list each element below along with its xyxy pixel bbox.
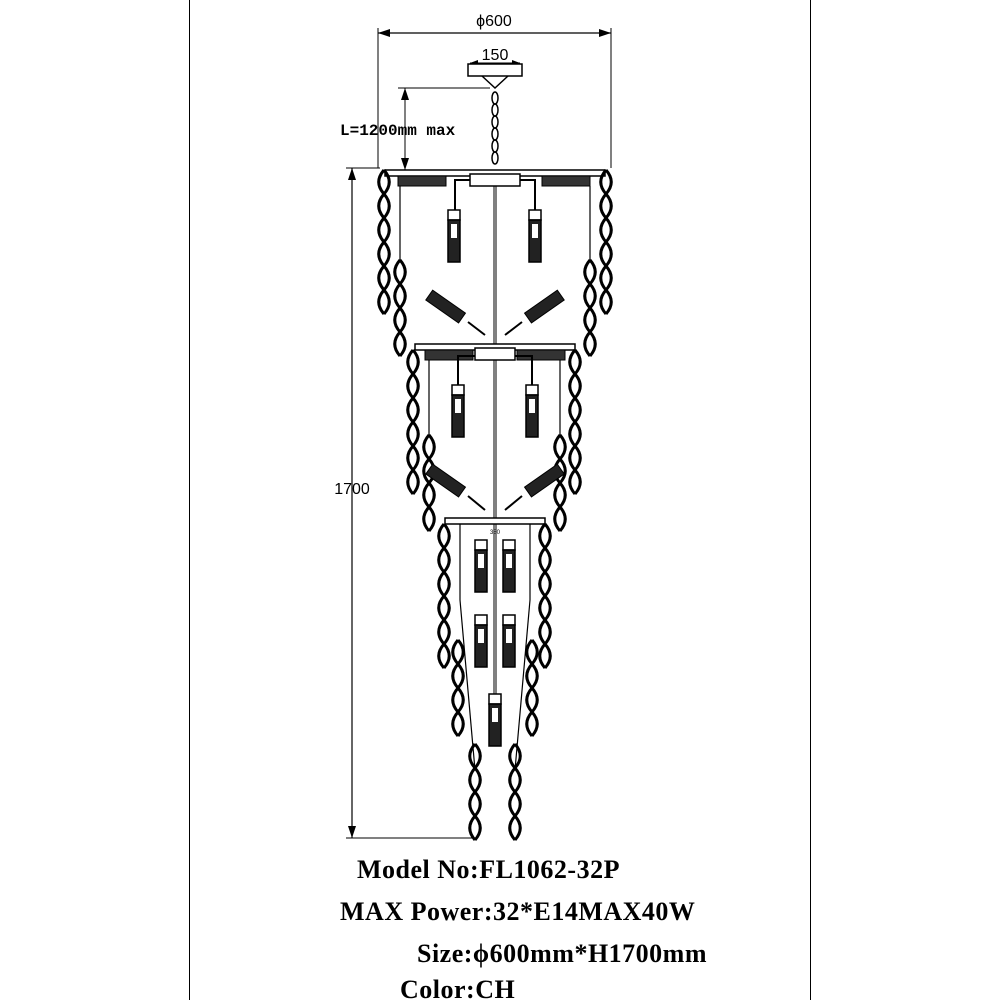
chain-length-label: L=1200mm max: [340, 122, 456, 140]
color-value: CH: [475, 975, 516, 1004]
height-label: 1700: [334, 481, 370, 498]
max-power: [340, 897, 695, 927]
canopy: [468, 64, 522, 76]
height-dimension: [334, 168, 472, 838]
model-number: [357, 855, 620, 885]
size: [417, 939, 707, 969]
diameter-dimension: [378, 13, 611, 168]
canopy-label: 150: [481, 47, 509, 64]
inner-diameter-label: 380: [489, 530, 501, 536]
size-label: Size:: [417, 939, 473, 968]
model-label: Model No:: [357, 855, 480, 884]
color-label: Color:: [400, 975, 476, 1004]
color: [400, 975, 515, 1005]
model-value: FL1062-32P: [479, 855, 620, 884]
power-value: 32*E14MAX40W: [493, 897, 696, 926]
canopy-dimension: [468, 47, 522, 88]
power-label: MAX Power:: [340, 897, 493, 926]
chain: [492, 92, 498, 164]
size-value: ϕ600mm*H1700mm: [472, 939, 708, 968]
chain-dimension: [340, 88, 490, 170]
diameter-label: ϕ600: [476, 13, 512, 30]
